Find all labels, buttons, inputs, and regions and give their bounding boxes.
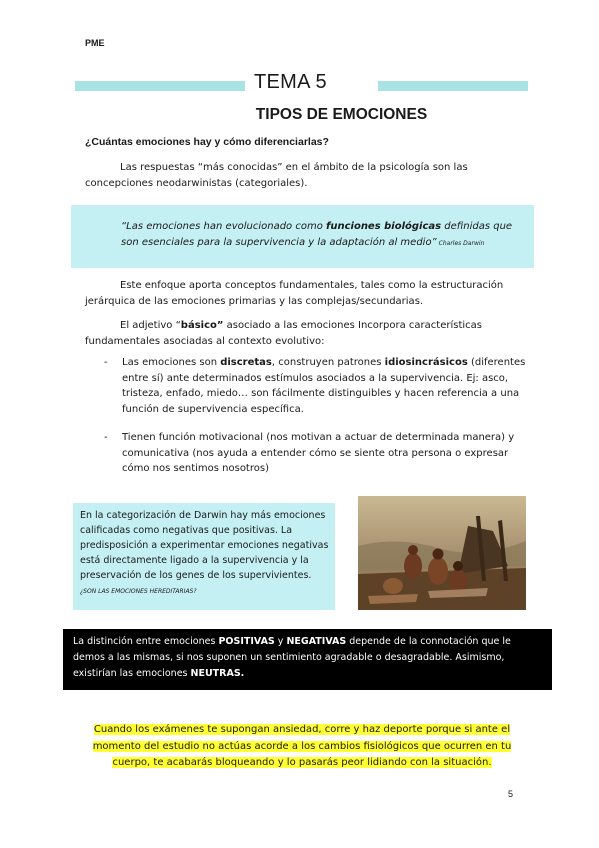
distinction-bold: NEUTRAS. xyxy=(190,668,245,679)
highlighted-note xyxy=(87,722,517,772)
distinction-text: La distinción entre emociones xyxy=(73,636,219,647)
primitive-humans-illustration xyxy=(358,496,526,610)
bullet-bold: idiosincrásicos xyxy=(384,357,468,368)
quote-text-end: definidas que son esenciales para la supervivencia y la adaptación al medio” xyxy=(121,221,513,248)
section-title: TIPOS DE EMOCIONES xyxy=(255,106,428,123)
bullet-bold: discretas xyxy=(220,357,272,368)
header-label: PME xyxy=(85,38,105,48)
quote-bold: funciones biológicas xyxy=(326,221,442,232)
title-bar-left xyxy=(75,81,245,91)
distinction-text: y xyxy=(274,636,287,647)
distinction-bold: NEGATIVAS xyxy=(286,636,347,647)
basic-paragraph xyxy=(85,318,525,349)
distinction-text: depende de la connotación que le demos a las mismas, si nos suponen un sentimiento agradable o desagradable. Asimismo, existirían las emociones xyxy=(73,636,511,679)
bullet-dash: - xyxy=(104,432,108,443)
page-title: TEMA 5 xyxy=(254,71,327,93)
page-number: 5 xyxy=(508,789,514,799)
darwin-note-text: En la categorización de Darwin hay más emociones calificadas como negativas que positivas. La predisposición a experimentar emociones negativas está directamente ligado a la supervivencia y la preservación de los genes de los supervivientes. xyxy=(80,510,329,581)
quote-text-start: “Las emociones han evolucionado como xyxy=(121,221,326,232)
bullet-text: Tienen función motivacional (nos motivan a actuar de determinada manera) y comunicativa (nos ayuda a entender cómo se siente otra persona o expresar cómo nos sentimos nosotros) xyxy=(122,432,515,474)
quote-box xyxy=(71,205,534,268)
basic-bold: básico” xyxy=(180,320,224,331)
distinction-box xyxy=(63,629,552,690)
title-bar-right xyxy=(378,81,528,91)
highlighted-note-text: Cuando los exámenes te supongan ansiedad, corre y haz deporte porque si ante el momento del estudio no actúas acorde a los cambios fisiológicos que ocurren en tu cuerpo, te acabarás bloqueando y lo pasarás peor lidiando con la situación. xyxy=(92,724,512,768)
distinction-bold: POSITIVAS xyxy=(218,636,275,647)
list-item xyxy=(104,355,527,417)
intro-paragraph: Las respuestas “más conocidas” en el ámbito de la psicología son las concepciones neodarwinistas (categoriales). xyxy=(85,162,468,189)
bullet-text-part: , construyen patrones xyxy=(271,357,385,368)
basic-text-start: El adjetivo “ xyxy=(120,320,181,331)
bullet-text-part: Las emociones son xyxy=(122,357,221,368)
approach-paragraph: Este enfoque aporta conceptos fundamentales, tales como la estructuración jerárquica de las emociones primarias y las complejas/secundarias. xyxy=(85,280,504,307)
quote-author: Charles Darwin xyxy=(436,240,485,247)
question-heading: ¿Cuántas emociones hay y cómo diferenciarlas? xyxy=(85,136,329,148)
basic-text-end: asociado a las emociones Incorpora características fundamentales asociadas al contexto evolutivo: xyxy=(85,320,482,347)
bullet-dash: - xyxy=(104,357,108,368)
bullet-text xyxy=(122,355,527,417)
list-item xyxy=(104,430,527,477)
bullet-text-part: (diferentes entre sí) ante determinados estímulos asociados a la supervivencia. Ej: asco, tristeza, enfado, miedo… son fácilmente distinguibles y hacen referencia a una función de supervivencia específica. xyxy=(122,357,526,415)
darwin-note-question: ¿SON LAS EMOCIONES HEREDITARIAS? xyxy=(80,588,197,595)
darwin-note-box xyxy=(73,503,335,610)
